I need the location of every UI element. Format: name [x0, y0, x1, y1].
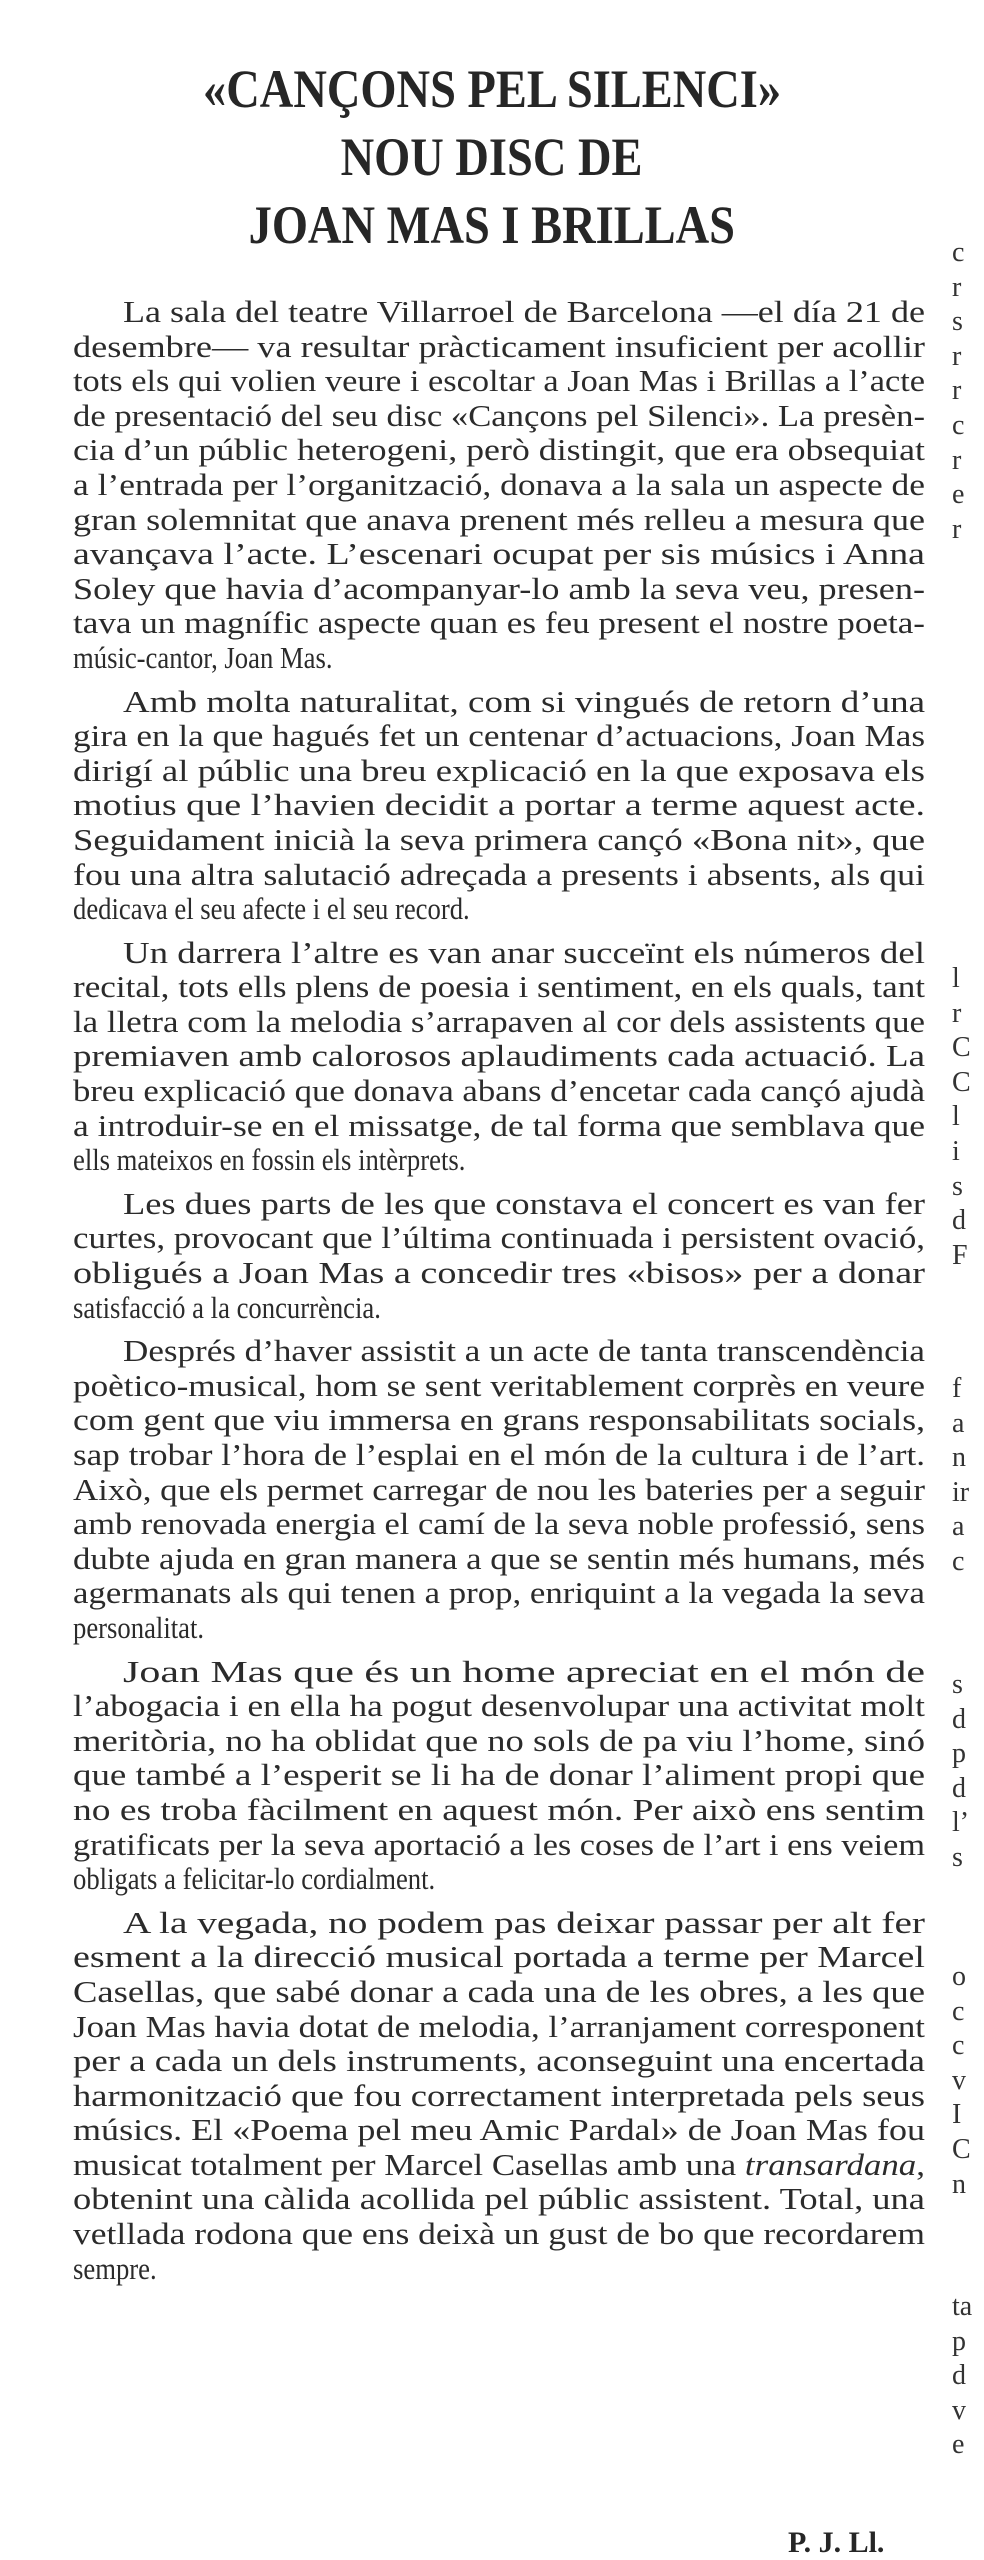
- text-line-inner: [73, 2148, 925, 2183]
- text-line-content: la lletra com la melodia s’arrapaven al cor dels assistents que: [73, 1003, 926, 1039]
- text-line: [73, 1074, 925, 1109]
- text-line: [73, 1109, 925, 1144]
- text-line-inner: [73, 503, 925, 538]
- text-line: [73, 1403, 925, 1438]
- text-line-content: curtes, provocant que l’última continuada i persistent ovació,: [73, 1220, 926, 1256]
- text-line: [73, 858, 925, 893]
- text-line-inner: [123, 1334, 925, 1369]
- fragment-letter: s: [952, 1170, 963, 1202]
- text-line-inner: [73, 468, 925, 503]
- article-paragraph: [73, 1655, 925, 1897]
- adjacent-column-fragment: [952, 1668, 984, 1876]
- text-line-content: Després d’haver assistit a un acte de tanta transcendència: [123, 1333, 926, 1369]
- text-line-inner: [73, 1291, 381, 1326]
- fragment-letter: c: [952, 409, 965, 441]
- italic-term: transardana: [744, 2146, 917, 2182]
- text-line-content: agermanats als qui tenen a prop, enriquint a la vegada la seva: [73, 1575, 925, 1611]
- fragment-letter: a: [952, 1407, 965, 1439]
- text-line-content: avançava l’acte. L’escenari ocupat per sis músics i Anna: [73, 536, 925, 572]
- text-line-content: tots els qui volien veure i escoltar a Joan Mas i Brillas a l’acte: [73, 363, 925, 399]
- text-line-inner: [73, 858, 925, 893]
- text-line: [73, 1005, 925, 1040]
- fragment-letter: l: [952, 963, 960, 994]
- text-line: [73, 685, 925, 720]
- fragment-letter: r: [952, 444, 962, 476]
- text-line: [73, 1542, 925, 1577]
- text-line-inner: [73, 1039, 925, 1074]
- text-line-inner: [73, 1221, 925, 1256]
- fragment-letter: l’: [952, 1807, 970, 1839]
- fragment-letter: d: [952, 1205, 966, 1237]
- text-line: [73, 1039, 925, 1074]
- text-line-content: fou una altra salutació adreçada a presents i absents, als qui: [73, 856, 925, 892]
- text-line-content: Seguidament inicià la seva primera cançó «Bona nit», que: [73, 821, 925, 857]
- punctuation: ,: [916, 2146, 925, 2182]
- text-line-content: l’abogacia i en ella ha pogut desenvolupar una activitat molt: [73, 1688, 925, 1724]
- text-line: [73, 1724, 925, 1759]
- text-line-content: obligats a felicitar-lo cordialment.: [73, 1861, 436, 1897]
- text-line: [73, 823, 925, 858]
- text-line-inner: [73, 823, 925, 858]
- fragment-letter: r: [952, 997, 962, 1029]
- text-line-content: vetllada rodona que ens deixà un gust de bo que recordarem: [73, 2216, 925, 2252]
- text-line-content: A la vegada, no podem pas deixar passar per alt fer: [123, 1904, 925, 1940]
- text-line-inner: [73, 364, 925, 399]
- text-line-inner: [73, 1369, 925, 1404]
- text-line: [73, 1793, 925, 1828]
- text-line-inner: [73, 1507, 925, 1542]
- text-line: [73, 399, 925, 434]
- fragment-letter: p: [952, 2325, 966, 2357]
- text-line: [73, 1221, 925, 1256]
- fragment-letter: f: [952, 1373, 962, 1404]
- text-line-content: desembre— va resultar pràcticament insuficient per acollir: [73, 328, 925, 364]
- text-line-inner: [73, 754, 925, 789]
- text-line: [73, 1906, 925, 1941]
- headline-line-1: [0, 55, 984, 123]
- text-line: [73, 1689, 925, 1724]
- text-line-inner: [73, 1975, 925, 2010]
- fragment-letter: c: [952, 1545, 965, 1577]
- fragment-letter: r: [952, 271, 962, 303]
- text-line: [73, 1473, 925, 1508]
- fragment-letter: i: [952, 1135, 960, 1167]
- text-line-content: no es troba fàcilment en aquest món. Per això ens sentim: [73, 1791, 925, 1827]
- fragment-letter: n: [952, 2168, 966, 2200]
- text-line-content: de presentació del seu disc «Cançons pel Silenci». La presèn-: [73, 397, 925, 433]
- article-paragraph: [73, 936, 925, 1178]
- text-line: [73, 936, 925, 971]
- text-line: [73, 2079, 925, 2114]
- adjacent-column-fragment: [952, 236, 984, 547]
- text-line: [73, 754, 925, 789]
- fragment-letter: s: [952, 1841, 963, 1873]
- adjacent-column-fragment: [952, 1372, 984, 1580]
- fragment-letter: o: [952, 1961, 966, 1992]
- text-line-content: musicat totalment per Marcel Casellas amb una: [73, 2146, 745, 2182]
- text-line: [73, 641, 925, 676]
- text-line-inner: [73, 1862, 435, 1897]
- fragment-letter: v: [952, 2064, 966, 2096]
- fragment-letter: p: [952, 1738, 966, 1770]
- text-line: [73, 788, 925, 823]
- text-line: [73, 970, 925, 1005]
- fragment-letter: C: [952, 1066, 971, 1098]
- text-line: [73, 433, 925, 468]
- text-line-inner: [123, 295, 925, 330]
- text-line: [73, 330, 925, 365]
- text-line-content: músics. El «Poema pel meu Amic Pardal» de Joan Mas fou: [73, 2112, 925, 2148]
- text-line-content: Casellas, que sabé donar a cada una de les obres, a les que: [73, 1973, 926, 2009]
- adjacent-column-fragment: [952, 1960, 984, 2202]
- text-line: [73, 1187, 925, 1222]
- text-line: [73, 1576, 925, 1611]
- text-line-content: poètico-musical, hom se sent veritablement corprès en veure: [73, 1367, 925, 1403]
- fragment-letter: l: [952, 1101, 960, 1133]
- text-line-inner: [123, 1906, 925, 1941]
- text-line: [73, 1256, 925, 1291]
- text-line-inner: [73, 1758, 925, 1793]
- fragment-letter: C: [952, 2133, 971, 2165]
- text-line-content: com gent que viu immersa en grans responsabilitats socials,: [73, 1402, 925, 1438]
- headline-line-1-text: «CANÇONS PEL SILENCI»: [202, 59, 782, 119]
- text-line-content: gran solemnitat que anava prenent més relleu a mesura que: [73, 501, 925, 537]
- text-line: [73, 892, 925, 927]
- text-line-content: motius que l’havien decidit a portar a terme aquest acte.: [73, 787, 925, 823]
- text-line-content: Un darrera l’altre es van anar succeïnt els números del: [123, 934, 925, 970]
- text-line-content: músic-cantor, Joan Mas.: [73, 639, 333, 675]
- fragment-letter: n: [952, 1442, 966, 1474]
- text-line-content: premiaven amb calorosos aplaudiments cada actuació. La: [73, 1038, 925, 1074]
- text-line-content: Això, que els permet carregar de nou les bateries per a seguir: [73, 1471, 925, 1507]
- text-line-inner: [73, 788, 925, 823]
- text-line-inner: [73, 1611, 204, 1646]
- adjacent-column-fragment: [952, 2290, 984, 2463]
- text-line: [73, 1655, 925, 1690]
- text-line-content: Joan Mas que és un home apreciat en el món de: [123, 1653, 925, 1689]
- fragment-letter: F: [952, 1239, 968, 1271]
- text-line-inner: [73, 330, 925, 365]
- text-line-inner: [73, 2010, 925, 2045]
- text-line: [73, 2148, 925, 2183]
- text-line: [73, 572, 925, 607]
- text-line-inner: [73, 606, 925, 641]
- fragment-letter: a: [952, 1511, 965, 1543]
- text-line: [73, 537, 925, 572]
- text-line-inner: [73, 2217, 925, 2252]
- article-body: [73, 295, 925, 2295]
- text-line-inner: [73, 1403, 925, 1438]
- fragment-letter: d: [952, 2360, 966, 2392]
- text-line-content: Soley que havia d’acompanyar-lo amb la seva veu, presen-: [73, 570, 925, 606]
- text-line-content: que també a l’esperit se li ha de donar l’aliment propi que: [73, 1757, 925, 1793]
- text-line: [73, 1507, 925, 1542]
- article-paragraph: [73, 1334, 925, 1645]
- text-line-inner: [73, 970, 925, 1005]
- fragment-letter: v: [952, 2394, 966, 2426]
- text-line: [73, 719, 925, 754]
- text-line-inner: [73, 2113, 925, 2148]
- fragment-letter: r: [952, 513, 962, 545]
- text-line-content: ells mateixos en fossin els intèrprets.: [73, 1142, 466, 1178]
- text-line-content: Les dues parts de les que constava el concert es van fer: [123, 1185, 925, 1221]
- text-line-inner: [73, 1143, 465, 1178]
- headline-line-3-text: JOAN MAS I BRILLAS: [248, 195, 736, 255]
- text-line: [73, 1291, 925, 1326]
- article-paragraph: [73, 685, 925, 927]
- fragment-letter: c: [952, 237, 965, 268]
- text-line-inner: [73, 1689, 925, 1724]
- text-line: [73, 1828, 925, 1863]
- text-line-content: esment a la direcció musical portada a terme per Marcel: [73, 1939, 925, 1975]
- text-line: [73, 468, 925, 503]
- fragment-letter: d: [952, 1703, 966, 1735]
- text-line-content: harmonització que fou correctament interpretada pels seus: [73, 2077, 925, 2113]
- fragment-letter: r: [952, 340, 962, 372]
- text-line-content: La sala del teatre Villarroel de Barcelona —el día 21 de: [123, 294, 925, 329]
- text-line-inner: [123, 1655, 925, 1690]
- text-line: [73, 2252, 925, 2287]
- text-line-content: sap trobar l’hora de l’esplai en el món de la cultura i de l’art.: [73, 1437, 926, 1472]
- text-line-content: obtenint una càlida acollida pel públic assistent. Total, una: [73, 2181, 925, 2217]
- text-line-inner: [73, 641, 333, 676]
- fragment-letter: s: [952, 1669, 963, 1700]
- fragment-letter: ir: [952, 1476, 970, 1508]
- text-line: [73, 1143, 925, 1178]
- text-line: [73, 1862, 925, 1897]
- fragment-letter: c: [952, 1995, 965, 2027]
- text-line-content: breu explicació que donava abans d’encetar cada cançó ajudà: [73, 1073, 925, 1109]
- text-line: [73, 2217, 925, 2252]
- text-line: [73, 606, 925, 641]
- text-line: [73, 2044, 925, 2079]
- fragment-letter: r: [952, 375, 962, 407]
- text-line-content: dirigí al públic una breu explicació en la que exposava els: [73, 752, 925, 788]
- text-line: [73, 295, 925, 330]
- article-paragraph: [73, 1187, 925, 1325]
- text-line-inner: [73, 537, 925, 572]
- text-line-content: a l’entrada per l’organització, donava a la sala un aspecte de: [73, 466, 926, 502]
- text-line: [73, 1611, 925, 1646]
- text-line-inner: [73, 1793, 925, 1828]
- fragment-letter: e: [952, 479, 965, 511]
- headline-line-3: [0, 191, 984, 259]
- text-line-inner: [73, 1109, 925, 1144]
- fragment-letter: d: [952, 1772, 966, 1804]
- text-line-inner: [73, 1576, 925, 1611]
- text-line-content: gira en la que hagués fet un centenar d’actuacions, Joan Mas: [73, 718, 925, 754]
- text-line: [73, 1438, 925, 1473]
- text-line-inner: [123, 1187, 925, 1222]
- text-line: [73, 2182, 925, 2217]
- text-line-inner: [73, 719, 925, 754]
- text-line-inner: [73, 892, 470, 927]
- text-line-content: sempre.: [73, 2250, 157, 2286]
- text-line-content: per a cada un dels instruments, aconseguint una encertada: [73, 2043, 926, 2079]
- adjacent-column-fragment: [952, 962, 984, 1273]
- text-line-inner: [73, 1074, 925, 1109]
- text-line-inner: [73, 2079, 925, 2114]
- text-line-content: a introduir-se en el missatge, de tal forma que semblava que: [73, 1107, 925, 1143]
- text-line-content: cia d’un públic heterogeni, però distingit, que era obsequiat: [73, 432, 925, 468]
- fragment-letter: c: [952, 2030, 965, 2062]
- text-line-content: dubte ajuda en gran manera a que se sentin més humans, més: [73, 1540, 925, 1576]
- text-line-content: amb renovada energia el camí de la seva noble professió, sens: [73, 1506, 926, 1542]
- article-paragraph: [73, 295, 925, 676]
- text-line-inner: [123, 685, 925, 720]
- fragment-letter: I: [952, 2099, 962, 2131]
- text-line-inner: [73, 572, 925, 607]
- text-line-inner: [73, 2252, 157, 2287]
- text-line-content: obligués a Joan Mas a concedir tres «bisos» per a donar: [73, 1255, 925, 1291]
- text-line-content: meritòria, no ha oblidat que no sols de pa viu l’home, sinó: [73, 1722, 925, 1758]
- text-line-inner: [73, 1542, 925, 1577]
- text-line: [73, 1940, 925, 1975]
- text-line-inner: [73, 1256, 925, 1291]
- text-line-inner: [73, 1940, 925, 1975]
- text-line-inner: [73, 1828, 925, 1863]
- text-line-inner: [73, 1473, 925, 1508]
- text-line-content: personalitat.: [73, 1609, 205, 1645]
- text-line-inner: [73, 1005, 925, 1040]
- text-line: [73, 503, 925, 538]
- text-line-inner: [123, 936, 925, 971]
- text-line-inner: [73, 2182, 925, 2217]
- article-paragraph: [73, 1906, 925, 2287]
- text-line: [73, 2113, 925, 2148]
- fragment-letter: s: [952, 306, 963, 338]
- article-headline: [0, 55, 984, 259]
- text-line-content: dedicava el seu afecte i el seu record.: [73, 891, 470, 927]
- text-line: [73, 1758, 925, 1793]
- text-line-inner: [73, 2044, 925, 2079]
- text-line: [73, 364, 925, 399]
- text-line: [73, 1975, 925, 2010]
- text-line: [73, 1369, 925, 1404]
- text-line-content: gratificats per la seva aportació a les coses de l’art i ens veiem: [73, 1826, 925, 1862]
- text-line-content: tava un magnífic aspecte quan es feu present el nostre poeta-: [73, 605, 925, 641]
- text-line-inner: [73, 433, 925, 468]
- author-signature: P. J. Ll.: [788, 2526, 885, 2559]
- fragment-letter: e: [952, 2429, 965, 2461]
- text-line-content: Joan Mas havia dotat de melodia, l’arranjament corresponent: [73, 2008, 925, 2044]
- fragment-letter: ta: [952, 2291, 973, 2322]
- text-line-inner: [73, 1724, 925, 1759]
- text-line: [73, 2010, 925, 2045]
- headline-line-2-text: NOU DISC DE: [341, 127, 643, 187]
- headline-line-2: [0, 123, 984, 191]
- text-line-inner: [73, 399, 925, 434]
- text-line-content: recital, tots ells plens de poesia i sentiment, en els quals, tant: [73, 969, 925, 1005]
- fragment-letter: C: [952, 1032, 971, 1064]
- text-line: [73, 1334, 925, 1369]
- text-line-content: Amb molta naturalitat, com si vingués de retorn d’una: [123, 683, 925, 719]
- text-line-inner: [73, 1438, 925, 1473]
- text-line-content: satisfacció a la concurrència.: [73, 1289, 381, 1325]
